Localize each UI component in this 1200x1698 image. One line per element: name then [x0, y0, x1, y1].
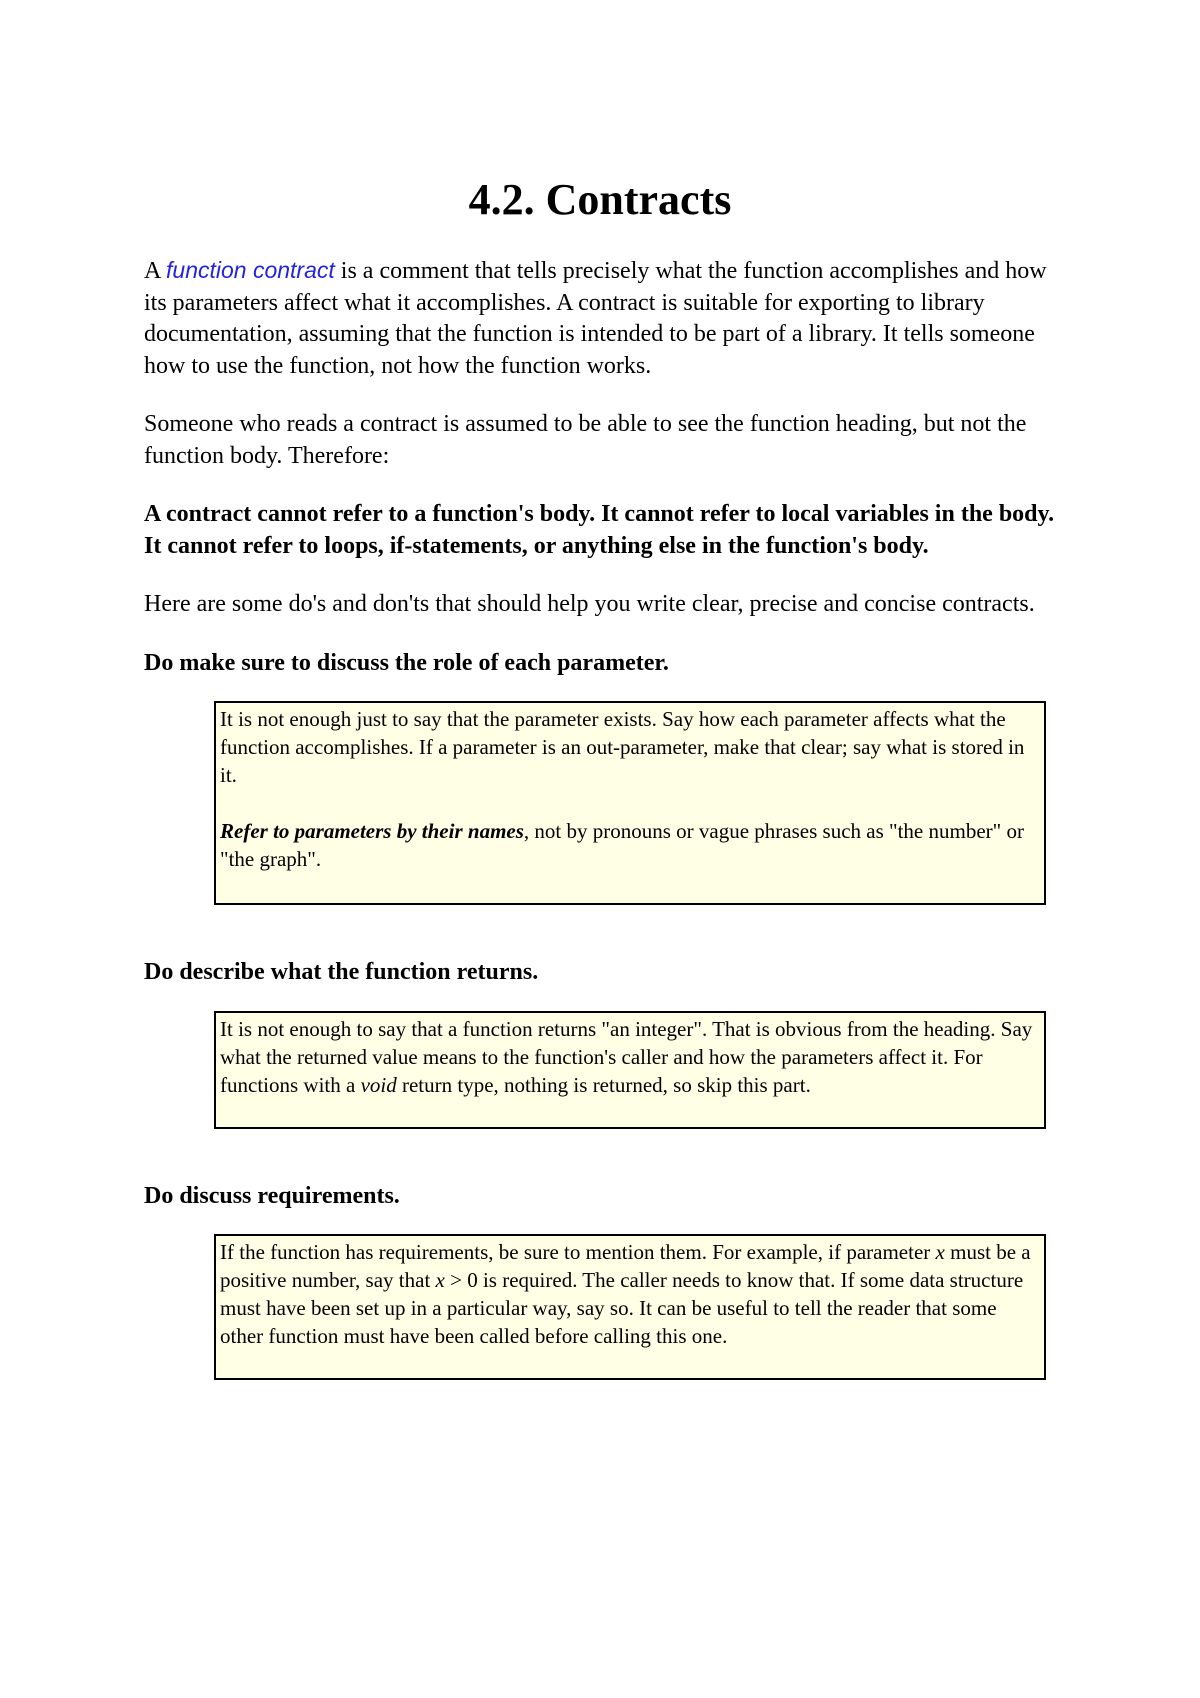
function-contract-link[interactable]: function contract [166, 257, 335, 283]
requirements-note-part-a: If the function has requirements, be sure to mention them. For example, if parameter [220, 1240, 936, 1264]
parameters-note-box [214, 701, 1046, 905]
section-heading-parameters: Do make sure to discuss the role of each parameter. [144, 649, 669, 676]
parameters-note-rest: , not by pronouns or vague phrases such as "the number" or "the graph". [220, 819, 1024, 871]
requirements-note-box [214, 1234, 1046, 1380]
intro-paragraph [144, 255, 1064, 382]
assumption-paragraph: Someone who reads a contract is assumed to be able to see the function heading, but not the function body. Therefore: [144, 411, 1027, 469]
returns-note-void: void [360, 1072, 397, 1097]
document-body [144, 255, 1064, 1380]
dos-donts-paragraph: Here are some do's and don'ts that should help you write clear, precise and concise contracts. [144, 591, 1035, 617]
requirements-note-part-c: > 0 is required. The caller needs to know that. If some data structure must have been set up in a particular way, say so. It can be useful to tell the reader that some other function must have been called before calling this one. [220, 1268, 1024, 1348]
parameters-note-text: It is not enough just to say that the parameter exists. Say how each parameter affects what the function accomplishes. If a parameter is an out-parameter, make that clear; say what is stored in it. [220, 707, 1025, 787]
requirements-note-var-x-2: x [435, 1268, 445, 1292]
intro-text: is a comment that tells precisely what the function accomplishes and how its parameters affect what it accomplishes. A contract is suitable for exporting to library documentation, assuming that the function is intended to be part of a library. It tells someone how to use the function, not how the function works. [144, 258, 1047, 379]
requirements-note-part-b: must be a positive number, say that [220, 1240, 1031, 1292]
page-title: 4.2. Contracts [468, 175, 732, 224]
section-heading-requirements: Do discuss requirements. [144, 1182, 400, 1209]
parameters-note-names [220, 817, 1038, 873]
returns-note-box [214, 1011, 1046, 1129]
returns-note-text [220, 1015, 1038, 1099]
requirements-note-var-x: x [935, 1240, 945, 1264]
intro-prefix: A [144, 258, 161, 284]
returns-note-part-a: It is not enough to say that a function returns "an integer". That is obvious from the heading. Say what the returned value means to the function's caller and how the parameters affect it. For functions with a [220, 1016, 1033, 1097]
returns-note-part-b: return type, nothing is returned, so skip this part. [396, 1072, 811, 1097]
parameters-note-emphasis: Refer to parameters by their names [220, 819, 524, 843]
section-heading-returns: Do describe what the function returns. [144, 959, 539, 985]
rule-paragraph: A contract cannot refer to a function's body. It cannot refer to local variables in the body. It cannot refer to loops, if-statements, or anything else in the function's body. [144, 501, 1055, 559]
requirements-note-text [220, 1238, 1038, 1350]
